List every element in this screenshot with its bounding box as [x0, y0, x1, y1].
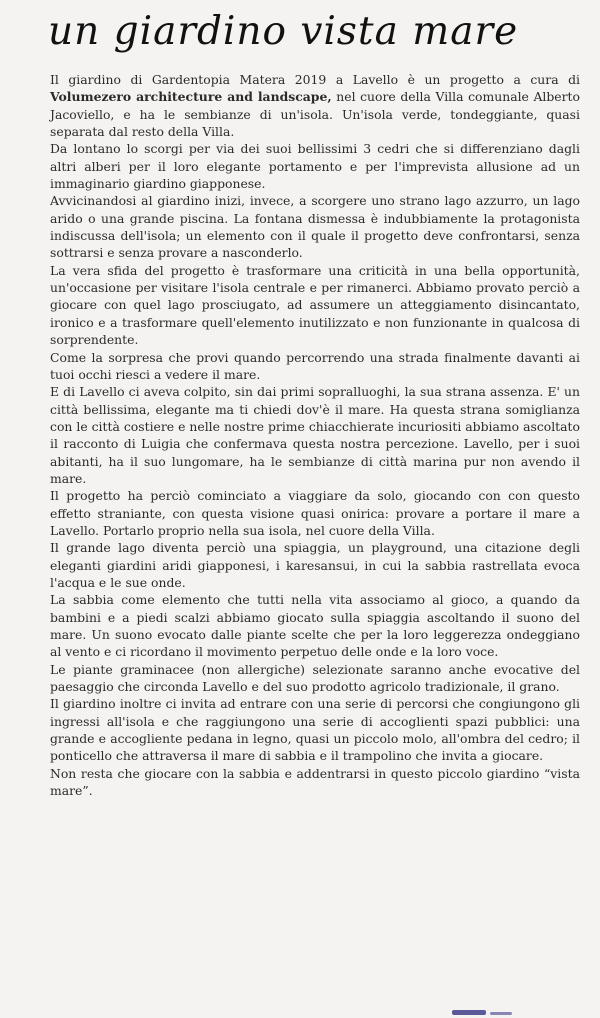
paragraph-1: [50, 71, 580, 140]
paragraph-11: Il giardino inoltre ci invita ad entrare con una serie di percorsi che congiungono gli ingressi all'isola e che raggiungono una serie di accoglienti spazi pubblici: una grande e accogliente pedana in legno, quasi un piccolo molo, all'ombra del cedro; il ponticello che attraversa il mare di sabbia e il trampolino che invita a giocare.: [50, 696, 580, 764]
paragraph-3: Avvicinandosi al giardino inizi, invece, a scorgere uno strano lago azzurro, un lago arido o una grande piscina. La fontana dismessa è indubbiamente la protagonista indiscussa dell'isola; un elemento con il quale il progetto deve confrontarsi, senza sottrarsi e senza provare a nasconderlo.: [50, 193, 580, 261]
paragraph-2: Da lontano lo scorgi per via dei suoi bellissimi 3 cedri che si differenziano dagli altri alberi per il loro elegante portamento e per l'imprevista allusione ad un immaginario giardino giapponese.: [50, 141, 580, 192]
footer-logo-fragment-2: [490, 1012, 512, 1015]
paragraph-9: La sabbia come elemento che tutti nella vita associamo al gioco, a quando da bambini e a piedi scalzi abbiamo giocato sulla spiaggia ascoltando il suono del mare. Un suono evocato dalle piante scelte che per la loro leggerezza ondeggiano al vento e ci ricordano il movimento perpetuo delle onde e la loro voce.: [50, 592, 580, 660]
studio-name: Volumezero architecture and landscape,: [50, 89, 332, 105]
paragraph-7: Il progetto ha perciò cominciato a viaggiare da solo, giocando con con questo effetto straniante, con questa visione quasi onirica: provare a portare il mare a Lavello. Portarlo proprio nella sua isola, nel cuore della Villa.: [50, 488, 580, 538]
paragraph-10: Le piante graminacee (non allergiche) selezionate saranno anche evocative del paesaggio che circonda Lavello e del suo prodotto agricolo tradizionale, il grano.: [50, 661, 580, 695]
paragraph-12: Non resta che giocare con la sabbia e addentrarsi in questo piccolo giardino “vista mare”.: [50, 765, 580, 799]
footer-logo-fragment: [452, 1010, 486, 1015]
paragraph-6: E di Lavello ci aveva colpito, sin dai primi sopralluoghi, la sua strana assenza. E' un città bellissima, elegante ma ti chiedi dov'è il mare. Ha questa strana somiglianza con le città costiere e nelle nostre prime chiacchierate incuriositi abbiamo ascoltato il racconto di Luigia che confermava questa nostra percezione. Lavello, per i suoi abitanti, ha il suo lungomare, ha le sembianze di città marina pur non avendo il mare.: [50, 384, 580, 486]
paragraph-4: La vera sfida del progetto è trasformare una criticità in una bella opportunità, un'occasione per visitare l'isola centrale e per rimanerci. Abbiamo provato perciò a giocare con quel lago prosciugato, ad assumere un atteggiamento disincantato, ironico e a trasformare quell'elemento inutilizzato e non funzionante in qualcosa di sorprendente.: [50, 262, 580, 348]
paragraph-1-rest: nel cuore della Villa comunale Alberto Jacoviello, e ha le sembianze di un'isola. Un'isola verde, tondeggiante, quasi separata dal resto della Villa.: [50, 89, 580, 140]
paragraph-5: Come la sorpresa che provi quando percorrendo una strada finalmente davanti ai tuoi occhi riesci a vedere il mare.: [50, 349, 580, 382]
article-title: un giardino vista mare: [48, 9, 519, 54]
article-body: [50, 71, 580, 799]
paragraph-1-intro: Il giardino di Gardentopia Matera 2019 a Lavello è un progetto a cura di: [50, 72, 580, 87]
paragraph-8: Il grande lago diventa perciò una spiaggia, un playground, una citazione degli eleganti giardini aridi giapponesi, i karesansui, in cui la sabbia rastrellata evoca l'acqua e le sue onde.: [50, 540, 580, 590]
